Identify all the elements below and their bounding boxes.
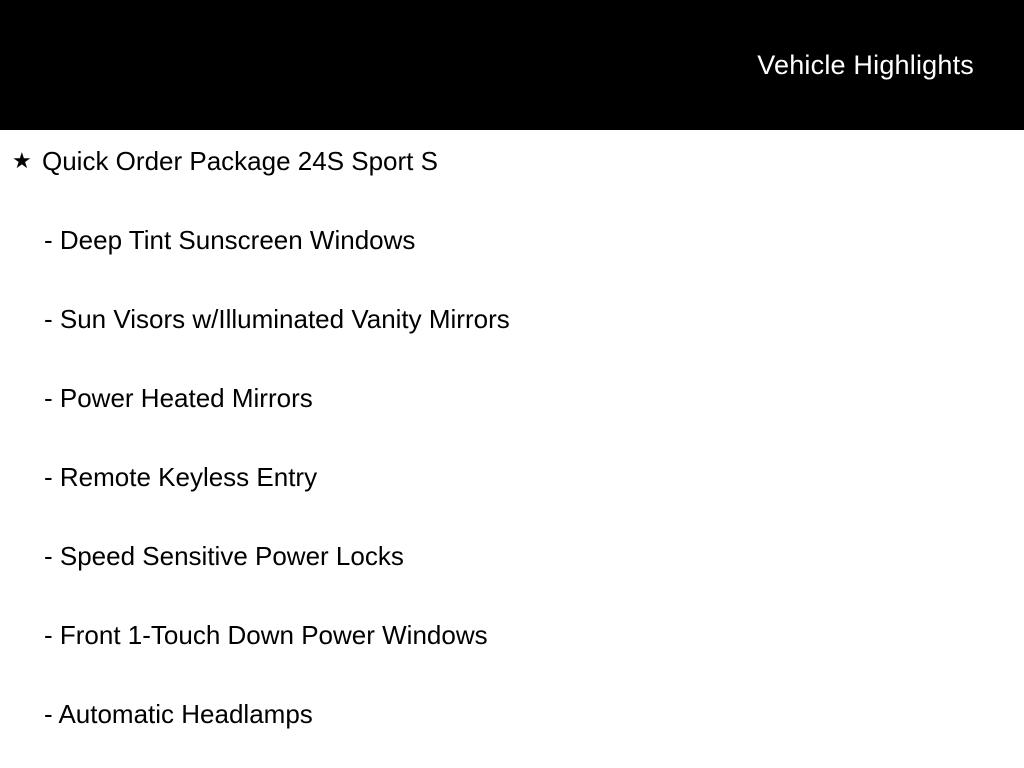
feature-label: - Front 1-Touch Down Power Windows bbox=[44, 620, 488, 650]
star-icon: ★ bbox=[12, 148, 32, 173]
feature-label: - Sun Visors w/Illuminated Vanity Mirrors bbox=[44, 304, 510, 334]
list-item bbox=[0, 304, 1024, 383]
list-item bbox=[0, 383, 1024, 462]
feature-label: - Automatic Headlamps bbox=[44, 699, 313, 729]
feature-label: - Deep Tint Sunscreen Windows bbox=[44, 225, 416, 255]
feature-label: - Remote Keyless Entry bbox=[44, 462, 318, 492]
list-item bbox=[0, 620, 1024, 699]
list-item bbox=[0, 130, 1024, 225]
feature-label: - Power Heated Mirrors bbox=[44, 383, 313, 413]
list-item bbox=[0, 699, 1024, 768]
list-item bbox=[0, 462, 1024, 541]
page-title: Vehicle Highlights bbox=[757, 50, 974, 80]
list-item bbox=[0, 541, 1024, 620]
list-item bbox=[0, 225, 1024, 304]
header-bar bbox=[0, 0, 1024, 130]
feature-label: - Speed Sensitive Power Locks bbox=[44, 541, 404, 571]
package-label: Quick Order Package 24S Sport S bbox=[42, 146, 438, 176]
features-list bbox=[0, 130, 1024, 768]
